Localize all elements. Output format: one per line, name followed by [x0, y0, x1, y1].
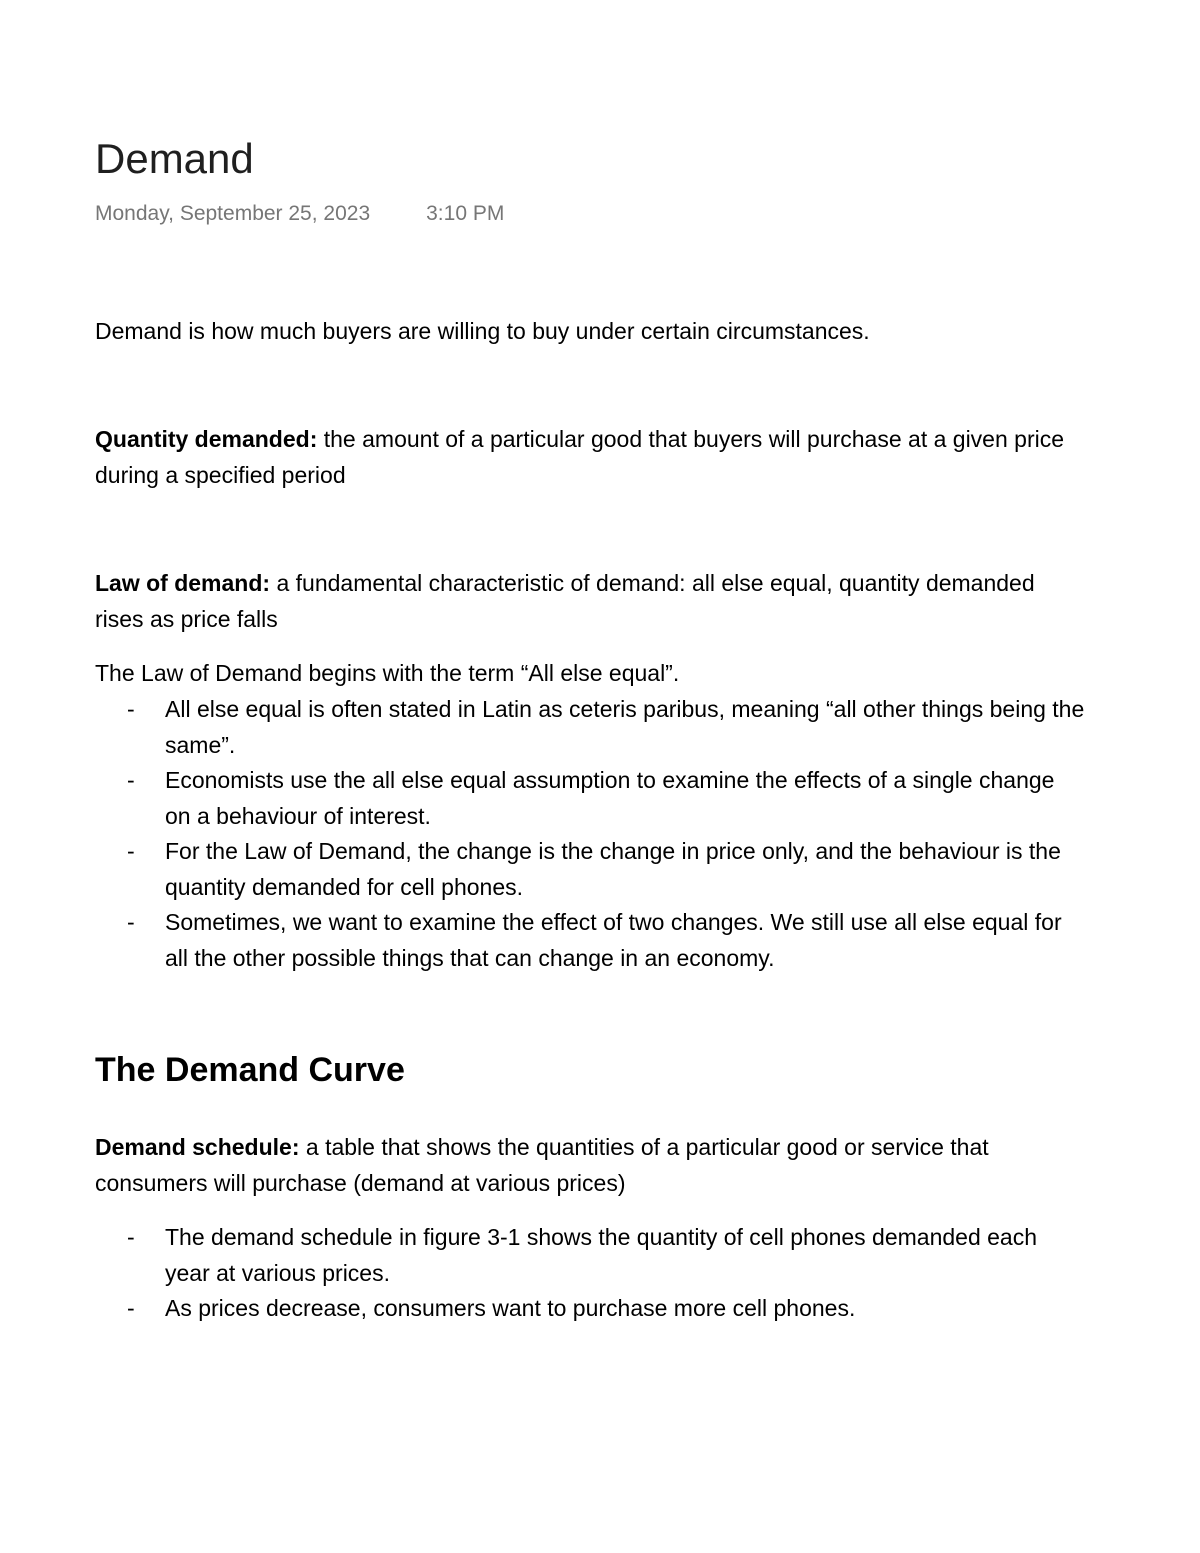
demand-schedule-list — [95, 1220, 1085, 1327]
bullet-dash: - — [127, 1224, 135, 1250]
bullet-dash: - — [127, 696, 135, 722]
demand-schedule-definition — [95, 1130, 1085, 1201]
all-else-equal-list — [95, 692, 1085, 976]
law-of-demand-term: Law of demand: — [95, 570, 271, 596]
law-of-demand-definition — [95, 566, 1085, 637]
demand-schedule-text: a table that shows the quantities of a particular good or service that consumers will purchase (demand at various prices) — [95, 1134, 989, 1196]
list-item — [95, 834, 1085, 905]
bullet-dash: - — [127, 909, 135, 935]
page-date: Monday, September 25, 2023 — [95, 202, 371, 225]
list-item — [95, 692, 1085, 763]
list-item-text: All else equal is often stated in Latin as ceteris paribus, meaning “all other things being the same”. — [165, 696, 1085, 758]
quantity-demanded-text: the amount of a particular good that buyers will purchase at a given price during a specified period — [95, 426, 1065, 488]
list-item — [95, 1291, 1085, 1327]
page-time: 3:10 PM — [426, 202, 505, 225]
bullet-dash: - — [127, 767, 135, 793]
list-item-text: Sometimes, we want to examine the effect of two changes. We still use all else equal for all the other possible things that can change in an economy. — [165, 909, 1062, 971]
list-item-text: For the Law of Demand, the change is the change in price only, and the behaviour is the quantity demanded for cell phones. — [165, 838, 1061, 900]
list-item-text: As prices decrease, consumers want to purchase more cell phones. — [165, 1295, 856, 1321]
page-title: Demand — [95, 135, 254, 182]
intro-paragraph: Demand is how much buyers are willing to buy under certain circumstances. — [95, 318, 870, 344]
law-of-demand-text: a fundamental characteristic of demand: all else equal, quantity demanded rises as price falls — [95, 570, 1035, 632]
list-item — [95, 905, 1085, 976]
quantity-demanded-term: Quantity demanded: — [95, 426, 318, 452]
list-item-text: Economists use the all else equal assumption to examine the effects of a single change on a behaviour of interest. — [165, 767, 1055, 829]
page-timestamp — [95, 200, 504, 228]
section-heading-demand-curve: The Demand Curve — [95, 1051, 405, 1089]
list-item — [95, 763, 1085, 834]
demand-schedule-term: Demand schedule: — [95, 1134, 300, 1160]
list-item — [95, 1220, 1085, 1291]
all-else-equal-lead: The Law of Demand begins with the term “All else equal”. — [95, 660, 680, 686]
list-item-text: The demand schedule in figure 3-1 shows the quantity of cell phones demanded each year at various prices. — [165, 1224, 1038, 1286]
bullet-dash: - — [127, 838, 135, 864]
quantity-demanded-definition — [95, 422, 1085, 493]
bullet-dash: - — [127, 1295, 135, 1321]
